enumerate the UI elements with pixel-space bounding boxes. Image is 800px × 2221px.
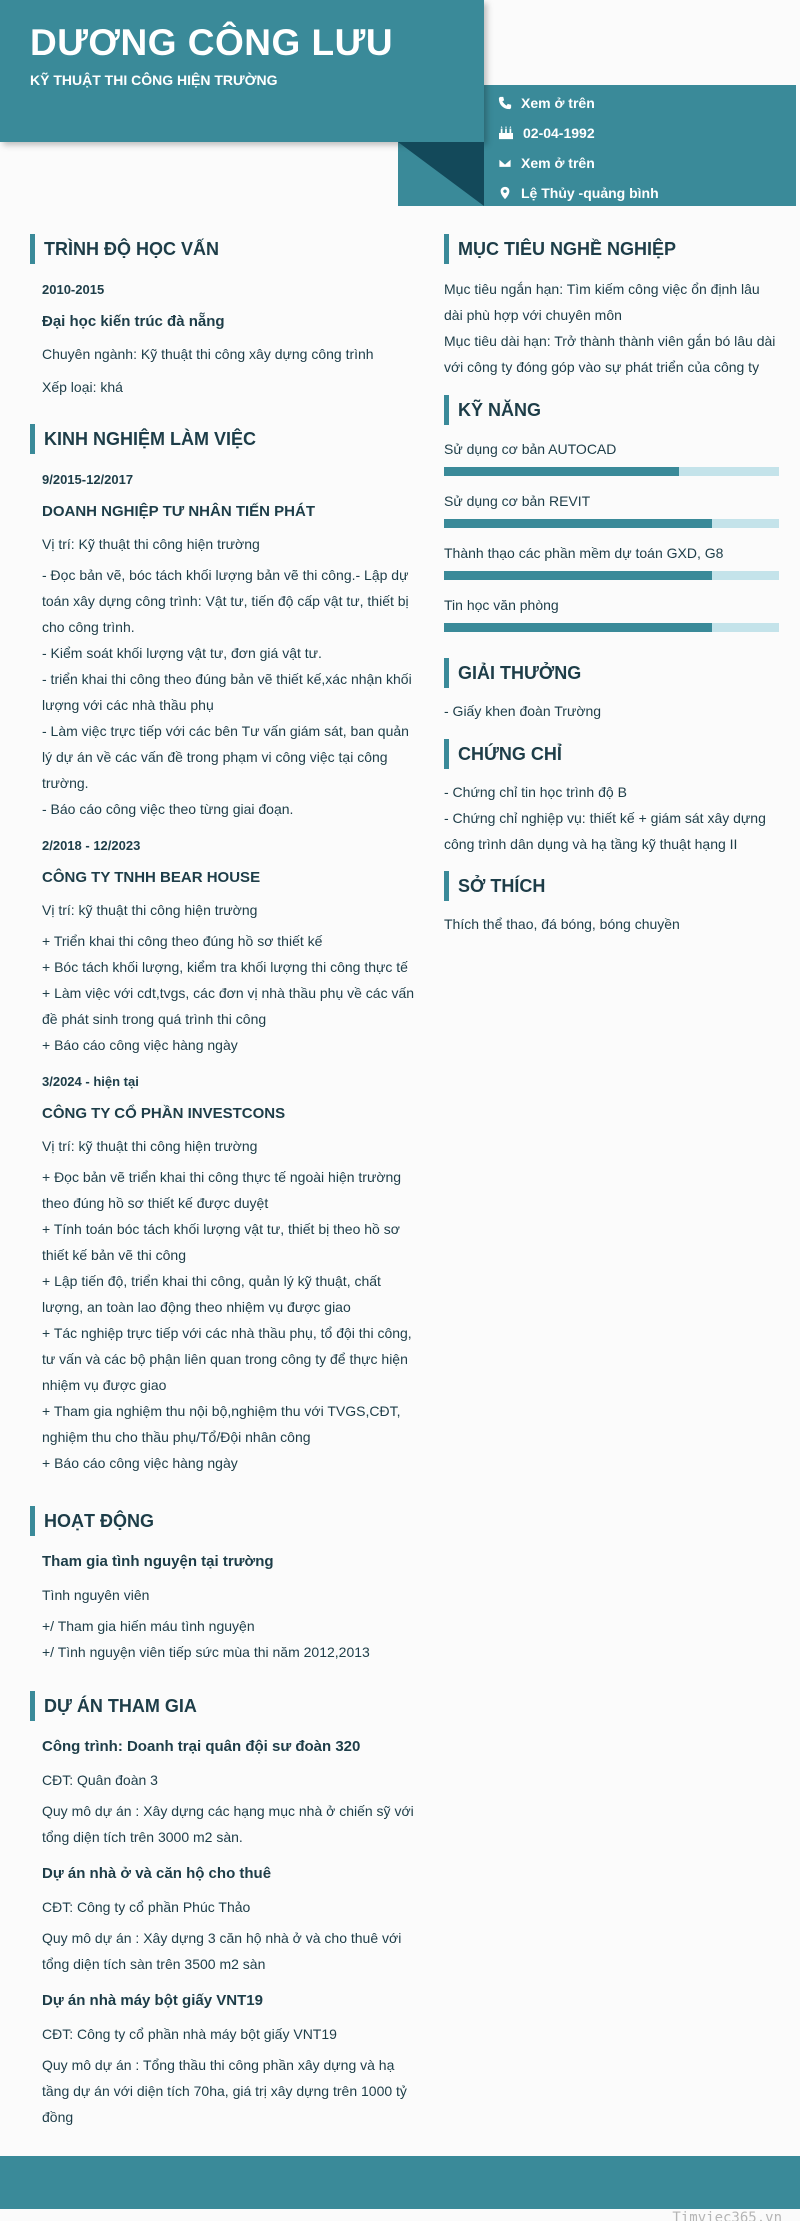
skill-bar	[444, 467, 779, 476]
skill-bar-fill	[444, 623, 712, 632]
job-company: DOANH NGHIỆP TƯ NHÂN TIẾN PHÁT	[42, 503, 316, 520]
activity-line: Tình nguyên viên	[42, 1587, 150, 1603]
job-line: trường.	[42, 775, 89, 791]
section-title-certificates: CHỨNG CHỈ	[444, 739, 562, 769]
contact-address	[498, 185, 659, 201]
dob-text: 02-04-1992	[523, 125, 595, 141]
job-period: 9/2015-12/2017	[42, 472, 134, 487]
job-line: + Tham gia nghiệm thu nội bộ,nghiệm thu với TVGS,CĐT,	[42, 1403, 401, 1419]
job-line: - Làm việc trực tiếp với các bên Tư vấn giám sát, ban quản	[42, 723, 409, 739]
objective-line: Mục tiêu dài hạn: Trở thành thành viên gắn bó lâu dài	[444, 333, 776, 349]
activity-line: +/ Tham gia hiến máu tình nguyện	[42, 1618, 255, 1634]
job-line: - Kiểm soát khối lượng vật tư, đơn giá vật tư.	[42, 645, 322, 661]
address-text: Lệ Thủy -quảng bình	[521, 185, 659, 201]
skill-bar-fill	[444, 519, 712, 528]
section-title-experience: KINH NGHIỆM LÀM VIỆC	[30, 424, 256, 454]
job-line: + Lập tiến độ, triển khai thi công, quản lý kỹ thuật, chất	[42, 1273, 381, 1289]
job-line: nghiệm thu cho thầu phụ/Tổ/Đội nhân công	[42, 1429, 311, 1445]
candidate-name: DƯƠNG CÔNG LƯU	[30, 22, 394, 63]
job-line: toán xây dựng công trình: Vật tư, tiến độ cấp vật tư, thiết bị	[42, 593, 409, 609]
job-line: lượng với các nhà thầu phụ	[42, 697, 214, 713]
job-title: KỸ THUẬT THI CÔNG HIỆN TRƯỜNG	[30, 72, 278, 88]
job-line: + Triển khai thi công theo đúng hồ sơ thiết kế	[42, 933, 323, 949]
job-period: 2/2018 - 12/2023	[42, 838, 141, 853]
project-line: tổng diện tích sàn trên 3500 m2 sàn	[42, 1956, 266, 1972]
skill-label: Sử dụng cơ bản AUTOCAD	[444, 441, 617, 457]
skill-bar-fill	[444, 467, 679, 476]
certificate-line: - Chứng chỉ nghiệp vụ: thiết kế + giám sát xây dựng	[444, 810, 766, 826]
phone-text: Xem ở trên	[521, 95, 595, 111]
footer-band	[0, 2156, 800, 2209]
project-line: Quy mô dự án : Xây dựng 3 căn hộ nhà ở và cho thuê với	[42, 1930, 402, 1946]
skill-bar	[444, 623, 779, 632]
skill-bar-fill	[444, 571, 712, 580]
job-line: - Báo cáo công việc theo từng giai đoạn.	[42, 801, 294, 817]
job-line: thiết kế bản vẽ thi công	[42, 1247, 186, 1263]
education-period: 2010-2015	[42, 282, 105, 297]
certificate-line: - Chứng chỉ tin học trình độ B	[444, 784, 627, 800]
contact-dob	[498, 125, 595, 141]
activity-line: +/ Tình nguyện viên tiếp sức mùa thi năm 2012,2013	[42, 1644, 370, 1660]
job-line: cho công trình.	[42, 619, 135, 635]
job-line: + Tác nghiệp trực tiếp với các nhà thầu phụ, tổ đội thi công,	[42, 1325, 412, 1341]
objective-line: với công ty đóng góp vào sự phát triển của công ty	[444, 359, 760, 375]
award-line: - Giấy khen đoàn Trường	[444, 703, 602, 719]
job-company: CÔNG TY TNHH BEAR HOUSE	[42, 869, 261, 886]
job-line: theo đúng hồ sơ thiết kế được duyệt	[42, 1195, 269, 1211]
project-owner: CĐT: Công ty cổ phần Phúc Thảo	[42, 1899, 251, 1915]
envelope-icon	[498, 156, 512, 170]
section-title-hobbies: SỞ THÍCH	[444, 871, 545, 901]
section-title-skills: KỸ NĂNG	[444, 395, 541, 425]
job-line: Vị trí: kỹ thuật thi công hiện trường	[42, 902, 258, 918]
project-name: Dự án nhà máy bột giấy VNT19	[42, 1992, 263, 2009]
header-banner	[0, 0, 484, 142]
project-line: tầng dự án với diện tích 70ha, giá trị xây dựng trên 1000 tỷ	[42, 2083, 407, 2099]
job-line: - triển khai thi công theo đúng bản vẽ thiết kế,xác nhận khối	[42, 671, 412, 687]
objective-line: dài phù hợp với chuyên môn	[444, 307, 622, 323]
skill-label: Sử dụng cơ bản REVIT	[444, 493, 591, 509]
job-line: + Tính toán bóc tách khối lượng vật tư, thiết bị theo hồ sơ	[42, 1221, 400, 1237]
job-line: - Đọc bản vẽ, bóc tách khối lượng bản vẽ thi công.- Lập dự	[42, 567, 409, 583]
job-period: 3/2024 - hiện tại	[42, 1074, 139, 1089]
education-grade: Xếp loại: khá	[42, 379, 123, 395]
job-line: + Bóc tách khối lượng, kiểm tra khối lượng thi công thực tế	[42, 959, 408, 975]
skill-bar	[444, 571, 779, 580]
job-line: lý dự án về các vấn đề trong phạm vi công việc tại công	[42, 749, 388, 765]
skill-label: Thành thạo các phần mềm dự toán GXD, G8	[444, 545, 724, 561]
job-line: + Làm việc với cdt,tvgs, các đơn vị nhà thầu phụ về các vấn	[42, 985, 415, 1001]
section-title-awards: GIẢI THƯỞNG	[444, 658, 581, 688]
project-name: Công trình: Doanh trại quân đội sư đoàn 320	[42, 1738, 361, 1755]
activity-name: Tham gia tình nguyện tại trường	[42, 1553, 274, 1570]
section-title-objective: MỤC TIÊU NGHỀ NGHIỆP	[444, 234, 676, 264]
section-title-activities: HOẠT ĐỘNG	[30, 1506, 154, 1536]
project-line: tổng diện tích trên 3000 m2 sàn.	[42, 1829, 243, 1845]
section-title-projects: DỰ ÁN THAM GIA	[30, 1691, 197, 1721]
project-owner: CĐT: Công ty cổ phần nhà máy bột giấy VNT19	[42, 2026, 337, 2042]
project-owner: CĐT: Quân đoàn 3	[42, 1772, 158, 1788]
education-major: Chuyên ngành: Kỹ thuật thi công xây dựng công trình	[42, 346, 374, 362]
job-line: Vị trí: Kỹ thuật thi công hiện trường	[42, 536, 260, 552]
objective-line: Mục tiêu ngắn hạn: Tìm kiếm công việc ổn định lâu	[444, 281, 760, 297]
job-line: lượng, an toàn lao động theo nhiệm vụ được giao	[42, 1299, 351, 1315]
hobbies-text: Thích thể thao, đá bóng, bóng chuyền	[444, 916, 680, 932]
project-line: Quy mô dự án : Tổng thầu thi công phần xây dựng và hạ	[42, 2057, 395, 2073]
job-line: + Báo cáo công việc hàng ngày	[42, 1037, 238, 1053]
project-line: Quy mô dự án : Xây dựng các hạng mục nhà ở chiến sỹ với	[42, 1803, 414, 1819]
job-company: CÔNG TY CỔ PHẦN INVESTCONS	[42, 1105, 286, 1122]
job-line: nhiệm vụ được giao	[42, 1377, 167, 1393]
project-line: đồng	[42, 2109, 74, 2125]
job-line: Vị trí: kỹ thuật thi công hiện trường	[42, 1138, 258, 1154]
job-line: + Báo cáo công việc hàng ngày	[42, 1455, 238, 1471]
skill-label: Tin học văn phòng	[444, 597, 559, 613]
job-line: + Đọc bản vẽ triển khai thi công thực tế ngoài hiện trường	[42, 1169, 402, 1185]
contact-email	[498, 155, 595, 171]
job-line: tư vấn và các bộ phận liên quan trong công ty để thực hiện	[42, 1351, 408, 1367]
email-text: Xem ở trên	[521, 155, 595, 171]
contact-phone	[498, 95, 595, 111]
job-line: đề phát sinh trong quá trình thi công	[42, 1011, 267, 1027]
section-title-education: TRÌNH ĐỘ HỌC VẤN	[30, 234, 219, 264]
project-name: Dự án nhà ở và căn hộ cho thuê	[42, 1865, 272, 1882]
map-pin-icon	[498, 186, 512, 200]
skill-bar	[444, 519, 779, 528]
birthday-cake-icon	[498, 126, 514, 140]
certificate-line: công trình dân dụng và hạ tầng kỹ thuật hạng II	[444, 836, 738, 852]
education-school: Đại học kiến trúc đà nẵng	[42, 313, 225, 330]
phone-icon	[498, 96, 512, 110]
header-fold	[398, 142, 484, 206]
watermark-text: Timviec365.vn	[672, 2210, 782, 2221]
